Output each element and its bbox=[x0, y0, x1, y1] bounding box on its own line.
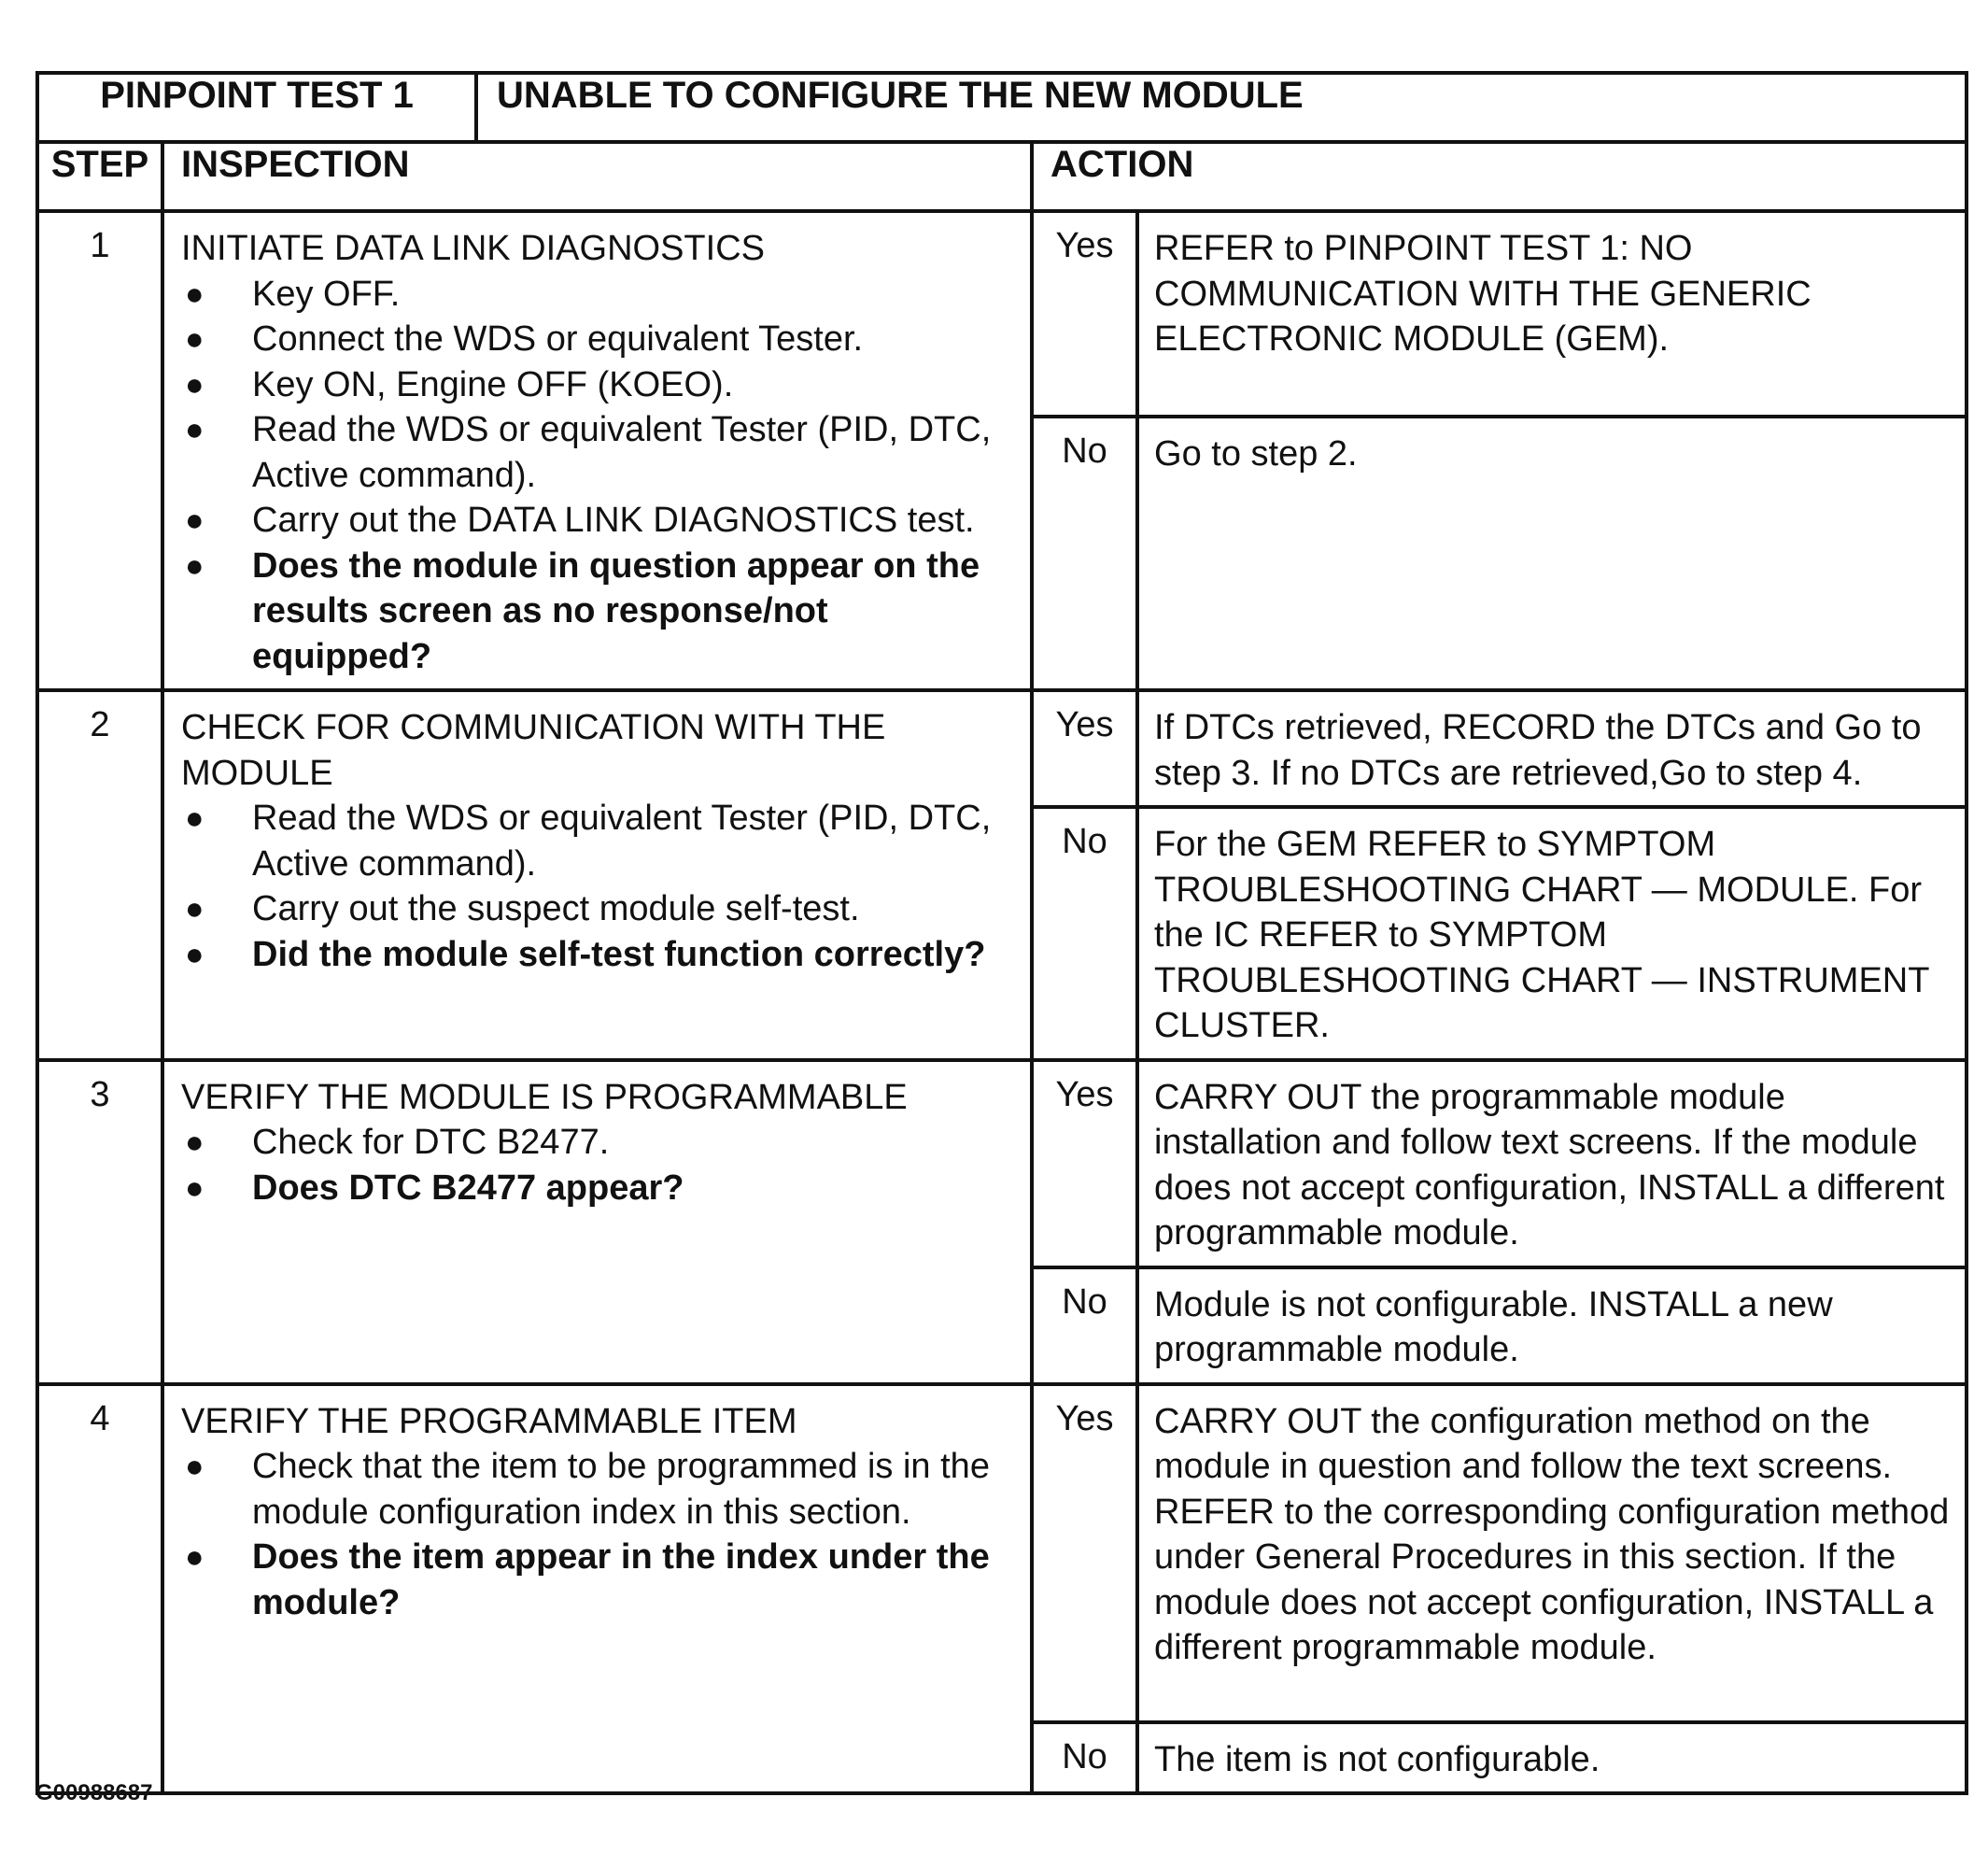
step-column-header: STEP bbox=[37, 142, 162, 211]
bullet-icon: ● bbox=[185, 1125, 204, 1160]
list-item: ● Key OFF. bbox=[181, 272, 1017, 318]
action-column-header: ACTION bbox=[1032, 142, 1967, 211]
title-row bbox=[37, 73, 1967, 142]
list-item: ● Check for DTC B2477. bbox=[181, 1120, 1017, 1166]
column-header-row bbox=[37, 142, 1967, 211]
list-item: ● Connect the WDS or equivalent Tester. bbox=[181, 317, 1017, 362]
no-label: No bbox=[1032, 417, 1137, 690]
step-number: 4 bbox=[37, 1384, 162, 1794]
step-row-yes bbox=[37, 1060, 1967, 1267]
test-title: UNABLE TO CONFIGURE THE NEW MODULE bbox=[476, 73, 1967, 142]
bullet-icon: ● bbox=[185, 800, 204, 836]
yes-action: CARRY OUT the programmable module installation and follow text screens. If the module does not accept configuration, INSTALL a different programmable module. bbox=[1137, 1060, 1967, 1267]
bullet-icon: ● bbox=[185, 1539, 204, 1575]
step-heading: VERIFY THE MODULE IS PROGRAMMABLE bbox=[181, 1077, 908, 1117]
bullet-icon: ● bbox=[185, 321, 204, 357]
bullet-icon: ● bbox=[185, 936, 204, 972]
list-item: ● Read the WDS or equivalent Tester (PID, DTC, Active command). bbox=[181, 407, 1017, 498]
no-label: No bbox=[1032, 1267, 1137, 1384]
yes-action: REFER to PINPOINT TEST 1: NO COMMUNICATION WITH THE GENERIC ELECTRONIC MODULE (GEM). bbox=[1137, 211, 1967, 417]
bullet-icon: ● bbox=[185, 412, 204, 447]
figure-id: G00988687 bbox=[35, 1780, 153, 1805]
inspection-list bbox=[181, 1120, 1017, 1210]
no-action: Module is not configurable. INSTALL a new programmable module. bbox=[1137, 1267, 1967, 1384]
inspection-cell bbox=[162, 1384, 1032, 1794]
inspection-question: ● Does DTC B2477 appear? bbox=[181, 1166, 1017, 1211]
inspection-cell bbox=[162, 690, 1032, 1060]
step-heading: VERIFY THE PROGRAMMABLE ITEM bbox=[181, 1401, 797, 1441]
inspection-list bbox=[181, 796, 1017, 977]
yes-label: Yes bbox=[1032, 211, 1137, 417]
inspection-question: ● Does the item appear in the index under the module? bbox=[181, 1535, 1017, 1625]
no-label: No bbox=[1032, 1722, 1137, 1794]
inspection-cell bbox=[162, 211, 1032, 690]
no-action: The item is not configurable. bbox=[1137, 1722, 1967, 1794]
bullet-icon: ● bbox=[185, 366, 204, 403]
no-label: No bbox=[1032, 807, 1137, 1060]
step-row-yes bbox=[37, 1384, 1967, 1722]
inspection-cell bbox=[162, 1060, 1032, 1384]
yes-action: CARRY OUT the configuration method on the module in question and follow the text screens. REFER to the corresponding configuration method under General Procedures in this section. If the module does not accept configuration, INSTALL a different programmable module. bbox=[1137, 1384, 1967, 1722]
bullet-icon: ● bbox=[185, 502, 204, 538]
bullet-icon: ● bbox=[185, 1449, 204, 1484]
bullet-icon: ● bbox=[185, 1169, 204, 1206]
list-item: ● Carry out the DATA LINK DIAGNOSTICS test. bbox=[181, 498, 1017, 544]
yes-action: If DTCs retrieved, RECORD the DTCs and Go to step 3. If no DTCs are retrieved,Go to step 4. bbox=[1137, 690, 1967, 807]
step-number: 1 bbox=[37, 211, 162, 690]
step-row-yes bbox=[37, 690, 1967, 807]
pinpoint-test-sheet bbox=[35, 71, 1965, 1795]
inspection-column-header: INSPECTION bbox=[162, 142, 1032, 211]
list-item: ● Key ON, Engine OFF (KOEO). bbox=[181, 362, 1017, 408]
inspection-list bbox=[181, 1444, 1017, 1625]
no-action: Go to step 2. bbox=[1137, 417, 1967, 690]
list-item: ● Check that the item to be programmed is in the module configuration index in this section. bbox=[181, 1444, 1017, 1535]
step-row-yes bbox=[37, 211, 1967, 417]
inspection-question: ● Does the module in question appear on the results screen as no response/not equipped? bbox=[181, 544, 1017, 680]
inspection-list bbox=[181, 272, 1017, 680]
bullet-icon: ● bbox=[185, 891, 204, 927]
bullet-icon: ● bbox=[185, 276, 204, 312]
inspection-question: ● Did the module self-test function correctly? bbox=[181, 932, 1017, 978]
step-number: 2 bbox=[37, 690, 162, 1060]
test-id: PINPOINT TEST 1 bbox=[37, 73, 476, 142]
yes-label: Yes bbox=[1032, 1384, 1137, 1722]
step-heading: CHECK FOR COMMUNICATION WITH THE MODULE bbox=[181, 708, 886, 793]
list-item: ● Carry out the suspect module self-test. bbox=[181, 886, 1017, 932]
yes-label: Yes bbox=[1032, 1060, 1137, 1267]
step-heading: INITIATE DATA LINK DIAGNOSTICS bbox=[181, 229, 765, 268]
yes-label: Yes bbox=[1032, 690, 1137, 807]
no-action: For the GEM REFER to SYMPTOM TROUBLESHOOTING CHART — MODULE. For the IC REFER to SYMPTOM TROUBLESHOOTING CHART — INSTRUMENT CLUSTER. bbox=[1137, 807, 1967, 1060]
list-item: ● Read the WDS or equivalent Tester (PID, DTC, Active command). bbox=[181, 796, 1017, 886]
step-number: 3 bbox=[37, 1060, 162, 1384]
bullet-icon: ● bbox=[185, 547, 204, 584]
pinpoint-test-table bbox=[35, 71, 1968, 1795]
